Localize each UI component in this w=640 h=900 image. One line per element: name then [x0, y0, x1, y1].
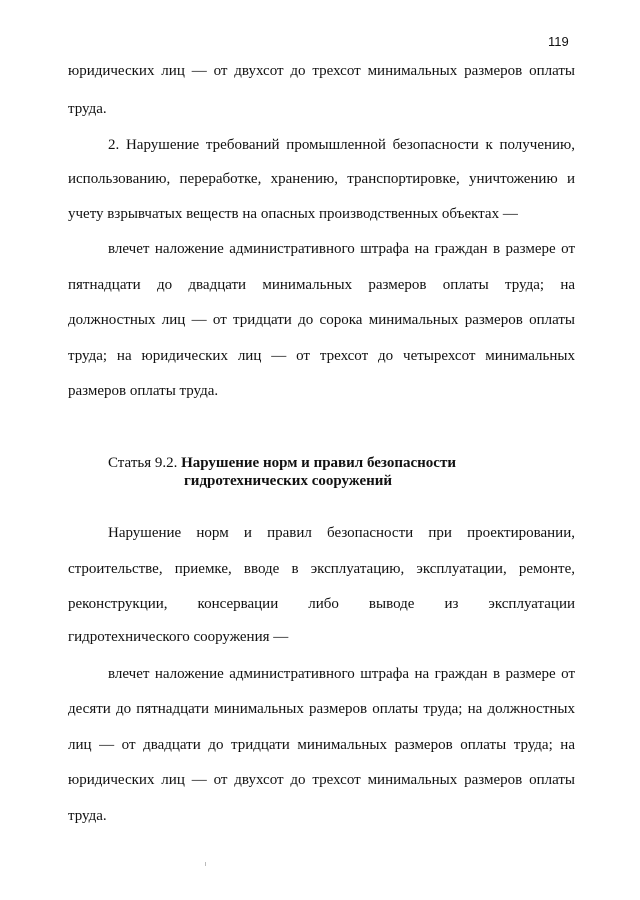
text-line: гидротехнического сооружения —	[68, 629, 289, 645]
text-line: десяти до пятнадцати минимальных размеров оплаты труда; на должностных	[68, 701, 575, 717]
paragraph-first-line: влечет наложение административного штрафа на граждан в размере от	[108, 666, 575, 682]
text-line: лиц — от двадцати до тридцати минимальных размеров оплаты труда; на	[68, 737, 575, 753]
page-number: 119	[548, 34, 569, 49]
text-line: использованию, переработке, хранению, транспортировке, уничтожению и	[68, 171, 575, 187]
text-line: труда.	[68, 101, 107, 117]
text-line: юридических лиц — от двухсот до трехсот минимальных размеров оплаты	[68, 772, 575, 788]
article-title-line1: Нарушение норм и правил безопасности	[181, 455, 456, 471]
paragraph-first-line: 2. Нарушение требований промышленной безопасности к получению,	[108, 137, 575, 153]
scan-speck	[205, 862, 206, 866]
paragraph-first-line: Нарушение норм и правил безопасности при проектировании,	[108, 525, 575, 541]
text-line: размеров оплаты труда.	[68, 383, 219, 399]
text-line: юридических лиц — от двухсот до трехсот минимальных размеров оплаты	[68, 63, 575, 79]
text-line: строительстве, приемке, вводе в эксплуатацию, эксплуатации, ремонте,	[68, 561, 575, 577]
text-line: должностных лиц — от тридцати до сорока минимальных размеров оплаты	[68, 312, 575, 328]
text-line: учету взрывчатых веществ на опасных производственных объектах —	[68, 206, 518, 222]
text-line: пятнадцати до двадцати минимальных размеров оплаты труда; на	[68, 277, 575, 293]
article-title-line2: гидротехнических сооружений	[184, 473, 393, 489]
article-heading-continuation	[184, 472, 392, 490]
text-line: труда; на юридических лиц — от трехсот до четырехсот минимальных	[68, 348, 575, 364]
article-heading	[108, 454, 456, 472]
article-prefix: Статья 9.2.	[108, 455, 178, 471]
text-line: реконструкции, консервации либо выводе из эксплуатации	[68, 596, 575, 612]
paragraph-first-line: влечет наложение административного штрафа на граждан в размере от	[108, 241, 575, 257]
text-line: труда.	[68, 808, 107, 824]
